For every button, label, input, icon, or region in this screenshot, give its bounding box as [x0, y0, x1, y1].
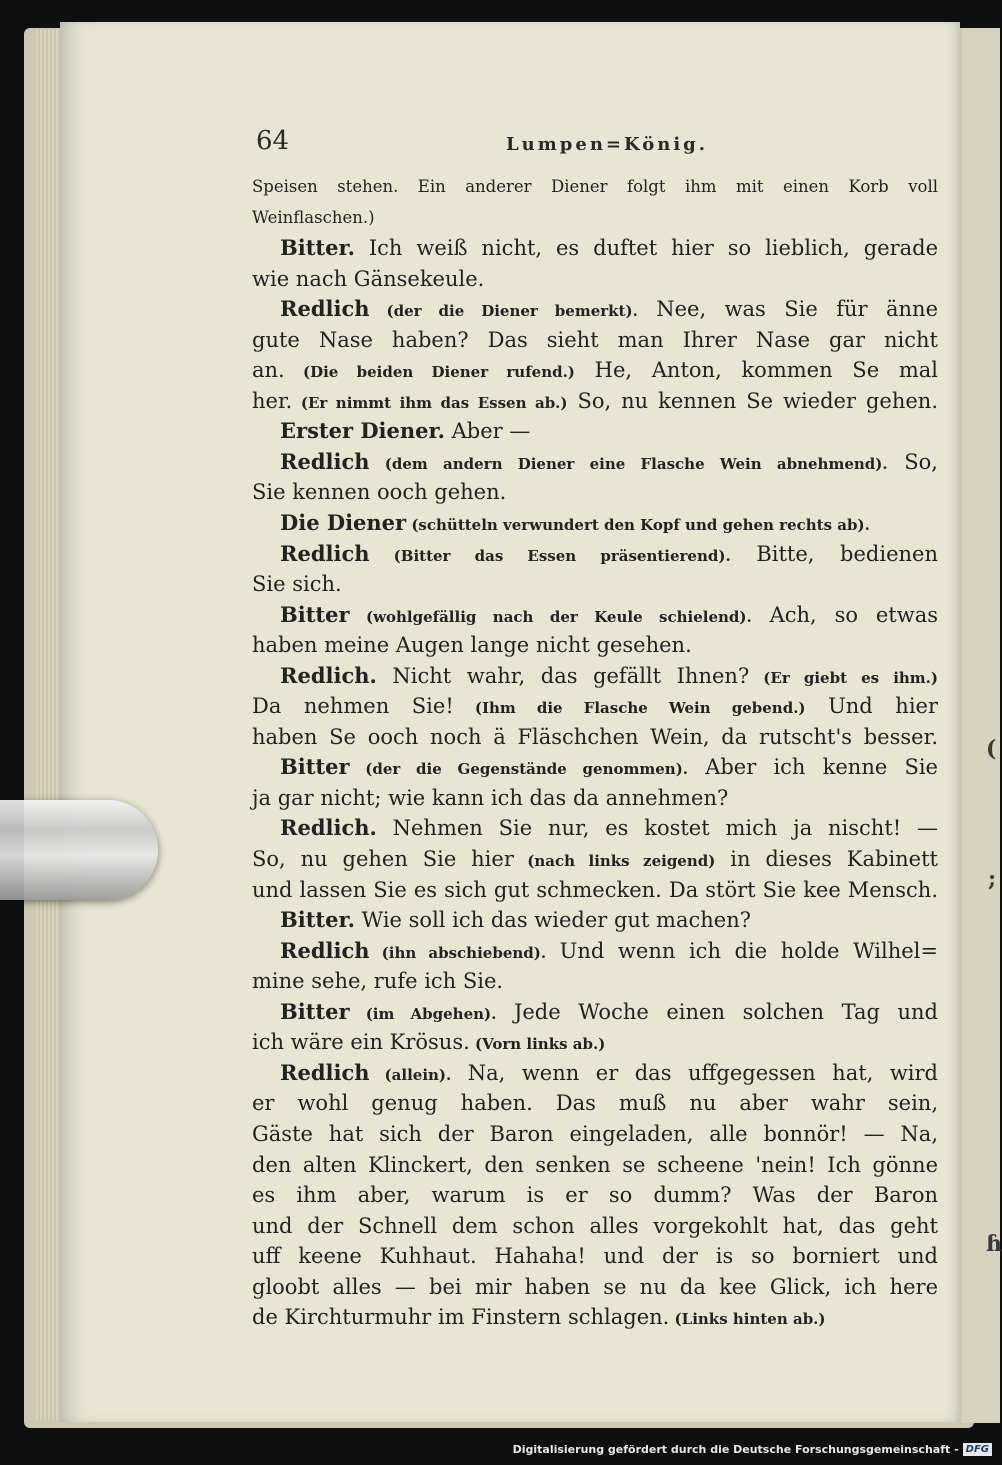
dialogue-text: Aber —: [444, 419, 531, 444]
text-line: [252, 1027, 938, 1058]
dialogue-text: haben meine Augen lange nicht gesehen.: [252, 633, 692, 658]
stage-direction: (im Abgehen).: [349, 1004, 497, 1023]
dialogue-text: He, Anton, kommen Se mal: [574, 358, 938, 383]
stage-direction: (schütteln verwundert den Kopf und gehen rechts ab).: [406, 516, 870, 535]
text-line: [252, 1302, 938, 1333]
stage-direction: (Er nimmt ihm das Essen ab.): [292, 393, 568, 412]
dialogue-text: Bitte, bedienen: [730, 541, 938, 566]
text-line: [252, 386, 938, 417]
dialogue-text: Jede Woche einen solchen Tag und: [496, 999, 938, 1024]
text-line: [252, 1211, 938, 1242]
text-line: [252, 936, 938, 967]
speaker-name: Redlich: [280, 937, 370, 963]
dialogue-text: uff keene Kuhhaut. Hahaha! und der is so borniert und: [252, 1244, 938, 1269]
dialogue-text: Speisen stehen. Ein anderer Diener folgt ihm mit einen Korb voll: [252, 177, 938, 196]
dialogue-text: haben Se ooch noch ä Fläschchen Wein, da rutscht's besser.: [252, 724, 938, 749]
text-line: [252, 325, 938, 356]
dialogue-text: Nicht wahr, das gefällt Ihnen?: [376, 663, 750, 688]
stage-direction: (Er giebt es ihm.): [749, 668, 938, 687]
speaker-name: Redlich.: [280, 662, 377, 688]
dialogue-text: in dieses Kabinett: [715, 847, 938, 872]
text-line: [252, 844, 938, 875]
dialogue-text: Ach, so etwas: [751, 602, 938, 627]
stage-direction: (ihn abschiebend).: [369, 943, 547, 962]
speaker-name: Redlich: [280, 1059, 370, 1085]
facing-page-glyph: ɦ: [986, 1231, 1002, 1257]
dialogue-text: Weinflaschen.): [252, 207, 375, 227]
stage-direction: (Vorn links ab.): [469, 1035, 606, 1054]
text-line: [252, 1150, 938, 1181]
text-line: [252, 1088, 938, 1119]
speaker-name: Erster Diener.: [280, 418, 445, 444]
text-line: [252, 813, 938, 844]
dialogue-text: Sie kennen ooch gehen.: [252, 480, 507, 505]
text-line: [252, 355, 938, 386]
stage-direction: (Bitter das Essen präsentierend).: [369, 546, 731, 565]
text-line: [252, 630, 938, 661]
text-line: [252, 752, 938, 783]
facing-page-edge: [962, 28, 1000, 1423]
text-line: [252, 661, 938, 692]
dialogue-text: Aber ich kenne Sie: [688, 755, 938, 780]
text-line: [252, 1058, 938, 1089]
text-line: [252, 203, 938, 234]
dialogue-text: So, nu gehen Sie hier: [252, 847, 514, 872]
facing-page-glyph: (: [986, 736, 997, 762]
stage-direction: (nach links zeigend): [513, 852, 716, 871]
stage-direction: (der die Diener bemerkt).: [369, 302, 638, 321]
dialogue-text: gute Nase haben? Das sieht man Ihrer Nase gar nicht: [252, 327, 938, 352]
text-line: [252, 477, 938, 508]
dfg-logo: DFG: [963, 1443, 992, 1456]
page-number: 64: [256, 126, 290, 156]
speaker-name: Bitter.: [280, 907, 355, 933]
speaker-name: Bitter: [280, 998, 350, 1024]
speaker-name: Redlich: [280, 540, 370, 566]
text-line: [252, 1180, 938, 1211]
text-line: [252, 539, 938, 570]
dialogue-text: Da nehmen Sie!: [252, 694, 454, 719]
dialogue-text: Na, wenn er das uffgegessen hat, wird: [451, 1060, 938, 1085]
speaker-name: Die Diener: [280, 510, 407, 536]
text-line: [252, 875, 938, 906]
text-line: [252, 722, 938, 753]
text-line: [252, 691, 938, 722]
dialogue-text: wie nach Gänsekeule.: [252, 266, 485, 291]
dialogue-text: Wie soll ich das wieder gut machen?: [354, 908, 751, 933]
text-line: [252, 1119, 938, 1150]
dialogue-text: gloobt alles — bei mir haben se nu da kee Glick, ich here: [252, 1274, 938, 1299]
text-line: [252, 1241, 938, 1272]
text-line: [252, 1272, 938, 1303]
dialogue-text: und der Schnell dem schon alles vorgekohlt hat, das geht: [252, 1213, 938, 1238]
dialogue-text: es ihm aber, warum is er so dumm? Was der Baron: [252, 1183, 938, 1208]
text-line: [252, 172, 938, 203]
text-line: [252, 600, 938, 631]
dialogue-text: Nehmen Sie nur, es kostet mich ja nischt! —: [376, 816, 938, 841]
text-line: [252, 233, 938, 264]
dialogue-text: ich wäre ein Krösus.: [252, 1030, 470, 1055]
text-line: [252, 294, 938, 325]
text-line: [252, 966, 938, 997]
dialogue-text: an.: [252, 358, 285, 383]
dialogue-text: her.: [252, 388, 293, 413]
dialogue-text: Ich weiß nicht, es duftet hier so lieblich, gerade: [354, 236, 938, 261]
speaker-name: Redlich: [280, 448, 370, 474]
footer: [513, 1439, 992, 1459]
text-line: [252, 997, 938, 1028]
speaker-name: Bitter: [280, 601, 350, 627]
dialogue-text: Und hier: [805, 694, 939, 719]
speaker-name: Bitter: [280, 754, 350, 780]
text-line: [252, 264, 938, 295]
dialogue-text: Sie sich.: [252, 572, 342, 597]
text-line: [252, 447, 938, 478]
speaker-name: Redlich: [280, 296, 370, 322]
dialogue-text: ja gar nicht; wie kann ich das da annehmen?: [252, 785, 729, 810]
text-line: [252, 508, 938, 539]
footer-credit: Digitalisierung gefördert durch die Deutsche Forschungsgemeinschaft -: [512, 1442, 959, 1456]
dialogue-text: Nee, was Sie für änne: [637, 297, 938, 322]
speaker-name: Bitter.: [280, 235, 355, 261]
facing-page-glyph: ;: [988, 866, 997, 892]
page-header: [256, 126, 936, 166]
stage-direction: (Die beiden Diener rufend.): [284, 363, 575, 382]
running-title: Lumpen=König.: [506, 134, 709, 155]
dialogue-text: So, nu kennen Se wieder gehen.: [567, 388, 938, 413]
text-line: [252, 905, 938, 936]
stage-direction: (der die Gegenstände genommen).: [349, 760, 689, 779]
dialogue-text: mine sehe, rufe ich Sie.: [252, 969, 504, 994]
dialogue-text: er wohl genug haben. Das muß nu aber wahr sein,: [252, 1091, 938, 1116]
stage-direction: (allein).: [369, 1065, 452, 1084]
text-line: [252, 416, 938, 447]
dialogue-text: So,: [887, 449, 938, 474]
speaker-name: Redlich.: [280, 815, 377, 841]
page-holder-clip: [0, 800, 158, 900]
dialogue-text: und lassen Sie es sich gut schmecken. Da stört Sie kee Mensch.: [252, 877, 938, 902]
dialogue-text: Und wenn ich die holde Wilhel=: [546, 938, 938, 963]
dialogue-text: de Kirchturmuhr im Finstern schlagen.: [252, 1305, 670, 1330]
play-text: [252, 172, 938, 1333]
dialogue-text: Gäste hat sich der Baron eingeladen, alle bonnör! — Na,: [252, 1121, 938, 1146]
stage-direction: (Ihm die Flasche Wein gebend.): [453, 699, 806, 718]
stage-direction: (Links hinten ab.): [669, 1310, 826, 1329]
stage-direction: (dem andern Diener eine Flasche Wein abnehmend).: [369, 454, 888, 473]
stage-direction: (wohlgefällig nach der Keule schielend).: [349, 607, 752, 626]
text-line: [252, 783, 938, 814]
text-line: [252, 569, 938, 600]
dialogue-text: den alten Klinckert, den senken se scheene 'nein! Ich gönne: [252, 1152, 938, 1177]
